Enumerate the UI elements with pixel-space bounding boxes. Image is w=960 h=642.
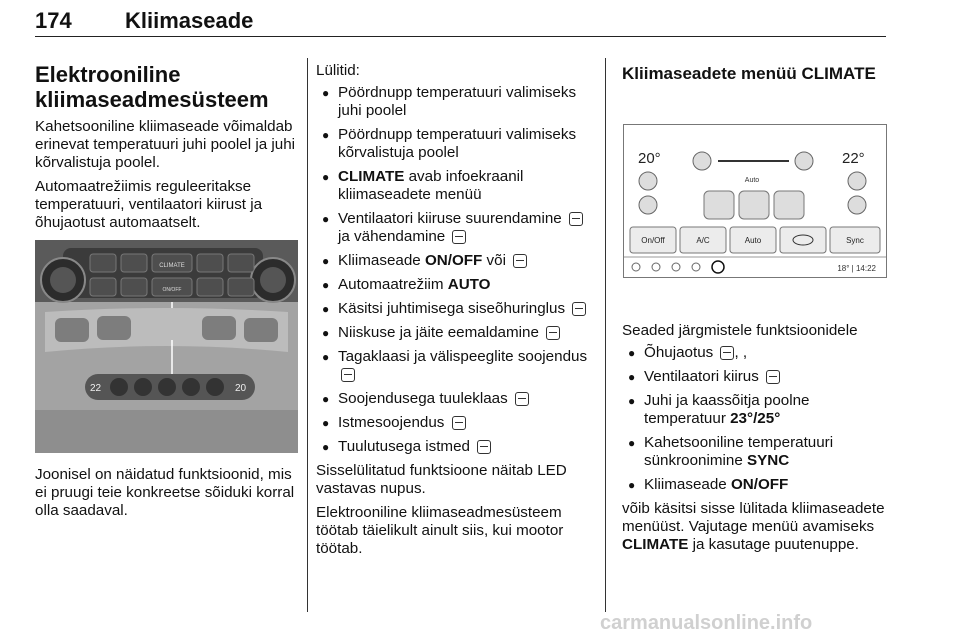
switch-list <box>316 84 594 456</box>
screen-sync-label: Sync <box>846 236 864 245</box>
photo-caption <box>35 466 303 526</box>
list-item: ● Niiskuse ja jäite eemaldamine <box>316 324 594 342</box>
phone-icon <box>672 263 680 271</box>
column-divider <box>307 58 308 612</box>
nav-icon <box>692 263 700 271</box>
temp-right-down-icon <box>848 196 866 214</box>
air-dist-upper-button <box>704 191 734 219</box>
screen-temp-right: 22° <box>842 150 865 167</box>
seat-ventilation-icon <box>477 440 491 454</box>
photo-temp-right: 20 <box>235 383 247 394</box>
section-heading: Elektrooniline kliimaseadmesüsteem <box>35 62 269 112</box>
list-item: ● Juhi ja kaassõitja poolne temperatuur 23°/25° <box>622 392 892 428</box>
heated-windscreen-icon <box>515 392 529 406</box>
list-item: ● Tagaklaasi ja välispeeglite soojendus <box>316 348 594 384</box>
recirculation-icon <box>572 302 586 316</box>
page-header <box>35 6 886 37</box>
screen-recirc-button <box>780 227 826 253</box>
list-item: ● Käsitsi juhtimisega siseõhuringlus <box>316 300 594 318</box>
screen-onoff-label: On/Off <box>641 236 665 245</box>
section-heading: Kliimaseadete menüü CLIMATE <box>622 64 876 83</box>
photo-temp-left: 22 <box>90 383 102 394</box>
photo-climate-label: CLIMATE <box>159 263 185 269</box>
fan-up-icon <box>569 212 583 226</box>
paragraph: Kahetsooniline kliimaseade võimaldab erinevat temperatuuri juhi poolel ja juhi kõrvalistuja poolel. <box>35 118 296 171</box>
paragraph: Elektrooniline kliimaseadmesüsteem töötab täielikult ainult siis, kui mootor töötab. <box>316 504 564 557</box>
screen-ac-label: A/C <box>696 236 710 245</box>
column-2 <box>316 62 594 564</box>
rear-defrost-icon <box>341 368 355 382</box>
switches-intro: Lülitid: <box>316 62 360 79</box>
list-item: ● Pöördnupp temperatuuri valimiseks juhi poolel <box>316 84 594 120</box>
climate-icon <box>712 261 724 273</box>
climate-menu-screen <box>623 124 887 278</box>
column-3-text <box>622 322 892 560</box>
list-item: ● Kliimaseade ON/OFF või <box>316 252 594 270</box>
list-item: ● Soojendusega tuuleklaas <box>316 390 594 408</box>
seat-heating-icon <box>452 416 466 430</box>
list-item: ● Kliimaseade ON/OFF <box>622 476 892 494</box>
list-item: ● Ventilaatori kiiruse suurendamine ja vähendamine <box>316 210 594 246</box>
column-1 <box>35 62 303 238</box>
paragraph: Sisselülitatud funktsioone näitab LED vastavas nupus. <box>316 462 567 497</box>
fan-down-icon <box>452 230 466 244</box>
list-item: ● Istmesoojendus <box>316 414 594 432</box>
watermark: carmanualsonline.info <box>600 612 813 634</box>
fan-low-icon <box>693 152 711 170</box>
music-icon <box>652 263 660 271</box>
screen-status: 18° | 14:22 <box>837 264 876 273</box>
paragraph: Automaatrežiimis reguleeritakse temperatuuri, ventilaatori kiirust ja õhujaotust automaatselt. <box>35 178 263 231</box>
list-item: ● Kahetsooniline temperatuuri sünkroonimine SYNC <box>622 434 892 470</box>
photo-onoff-label: ON/OFF <box>162 287 182 293</box>
list-item: ● CLIMATE avab infoekraanil kliimaseadete menüü <box>316 168 594 204</box>
caption-text: Joonisel on näidatud funktsioonid, mis ei pruugi teie konkreetse sõiduki korral olla saadaval. <box>35 466 295 519</box>
page-number: 174 <box>35 8 72 33</box>
climate-panel-photo <box>35 240 298 453</box>
list-item: ● Pöördnupp temperatuuri valimiseks kõrvalistuja poolel <box>316 126 594 162</box>
column-divider <box>605 58 606 612</box>
defrost-max-icon <box>546 326 560 340</box>
settings-list <box>622 344 892 494</box>
temp-right-up-icon <box>848 172 866 190</box>
screen-temp-left: 20° <box>638 150 661 167</box>
air-upper-icon <box>720 346 734 360</box>
settings-intro: Seaded järgmistele funktsioonidele <box>622 322 858 339</box>
column-3 <box>622 62 892 83</box>
list-item: ● Tuulutusega istmed <box>316 438 594 456</box>
list-item: ● Õhujaotus , , <box>622 344 892 362</box>
screen-auto-button-label: Auto <box>744 236 762 245</box>
page-title: Kliimaseade <box>125 8 254 33</box>
screen-auto-label: Auto <box>744 177 760 184</box>
fan-off-icon <box>513 254 527 268</box>
paragraph: võib käsitsi sisse lülitada kliimaseadete menüüst. Vajutage menüü avamiseks CLIMATE ja kasutage puutenuppe. <box>622 500 885 553</box>
temp-left-down-icon <box>639 196 657 214</box>
fan-high-icon <box>795 152 813 170</box>
home-icon <box>632 263 640 271</box>
list-item: ● Ventilaatori kiirus <box>622 368 892 386</box>
air-dist-lower-button <box>774 191 804 219</box>
air-dist-middle-button <box>739 191 769 219</box>
list-item: ● Automaatrežiim AUTO <box>316 276 594 294</box>
temp-left-up-icon <box>639 172 657 190</box>
fan-icon <box>766 370 780 384</box>
